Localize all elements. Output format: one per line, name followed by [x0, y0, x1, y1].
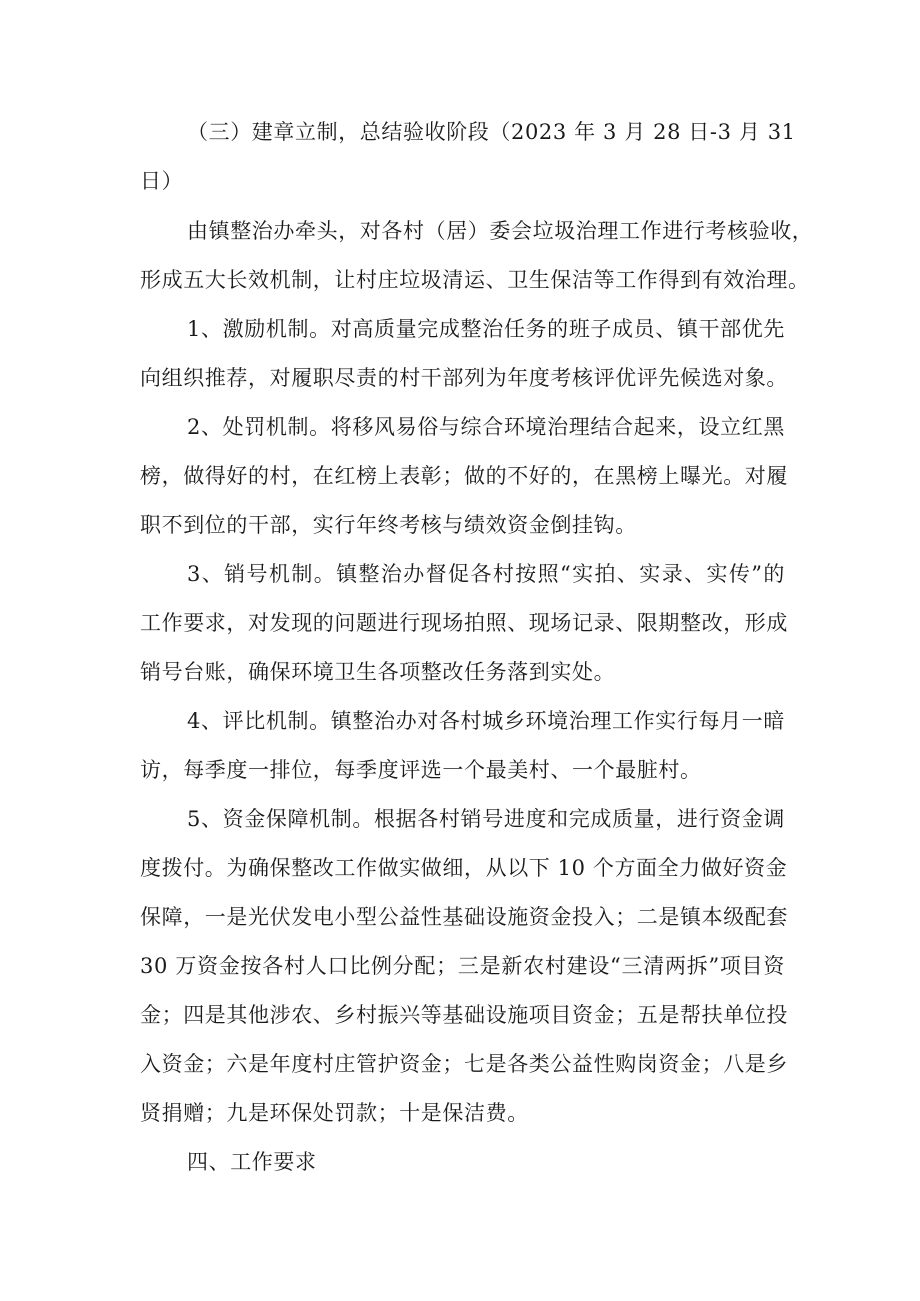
item-5-line: 30 万资金按各村人口比例分配；三是新农村建设“三清两拆”项目资	[140, 954, 785, 978]
item-5-line: 金；四是其他涉农、乡村振兴等基础设施项目资金；五是帮扶单位投	[140, 1003, 788, 1027]
item-1-line: 1、激励机制。对高质量完成整治任务的班子成员、镇干部优先	[187, 317, 785, 341]
item-2-line: 榜，做得好的村，在红榜上表彰；做的不好的，在黑榜上曝光。对履	[140, 464, 788, 488]
intro-paragraph-line: 由镇整治办牵头，对各村（居）委会垃圾治理工作进行考核验收，	[187, 219, 814, 243]
item-5-line: 入资金；六是年度村庄管护资金；七是各类公益性购岗资金；八是乡	[140, 1052, 788, 1076]
item-4-line: 访，每季度一排位，每季度评选一个最美村、一个最脏村。	[140, 758, 702, 782]
item-1-line: 向组织推荐，对履职尽责的村干部列为年度考核评优评先候选对象。	[140, 366, 788, 390]
item-5-line: 贤捐赠；九是环保处罚款；十是保洁费。	[140, 1101, 529, 1125]
item-3-line: 3、销号机制。镇整治办督促各村按照“实拍、实录、实传”的	[187, 562, 785, 586]
item-2-line: 2、处罚机制。将移风易俗与综合环境治理结合起来，设立红黑	[187, 415, 785, 439]
item-3-line: 销号台账，确保环境卫生各项整改任务落到实处。	[140, 660, 616, 684]
item-5-line: 5、资金保障机制。根据各村销号进度和完成质量，进行资金调	[187, 807, 785, 831]
item-4-line: 4、评比机制。镇整治办对各村城乡环境治理工作实行每月一暗	[187, 709, 785, 733]
section-heading-3: （三）建章立制，总结验收阶段（2023 年 3 月 28 日-3 月 31	[187, 120, 796, 144]
section-heading-3-continued: 日）	[140, 169, 184, 193]
intro-paragraph-line: 形成五大长效机制，让村庄垃圾清运、卫生保洁等工作得到有效治理。	[140, 268, 810, 292]
item-2-line: 职不到位的干部，实行年终考核与绩效资金倒挂钩。	[140, 513, 637, 537]
section-heading-4: 四、工作要求	[187, 1150, 317, 1174]
item-3-line: 工作要求，对发现的问题进行现场拍照、现场记录、限期整改，形成	[140, 611, 788, 635]
item-5-line: 度拨付。为确保整改工作做实做细，从以下 10 个方面全力做好资金	[140, 856, 788, 880]
item-5-line: 保障，一是光伏发电小型公益性基础设施资金投入；二是镇本级配套	[140, 905, 788, 929]
